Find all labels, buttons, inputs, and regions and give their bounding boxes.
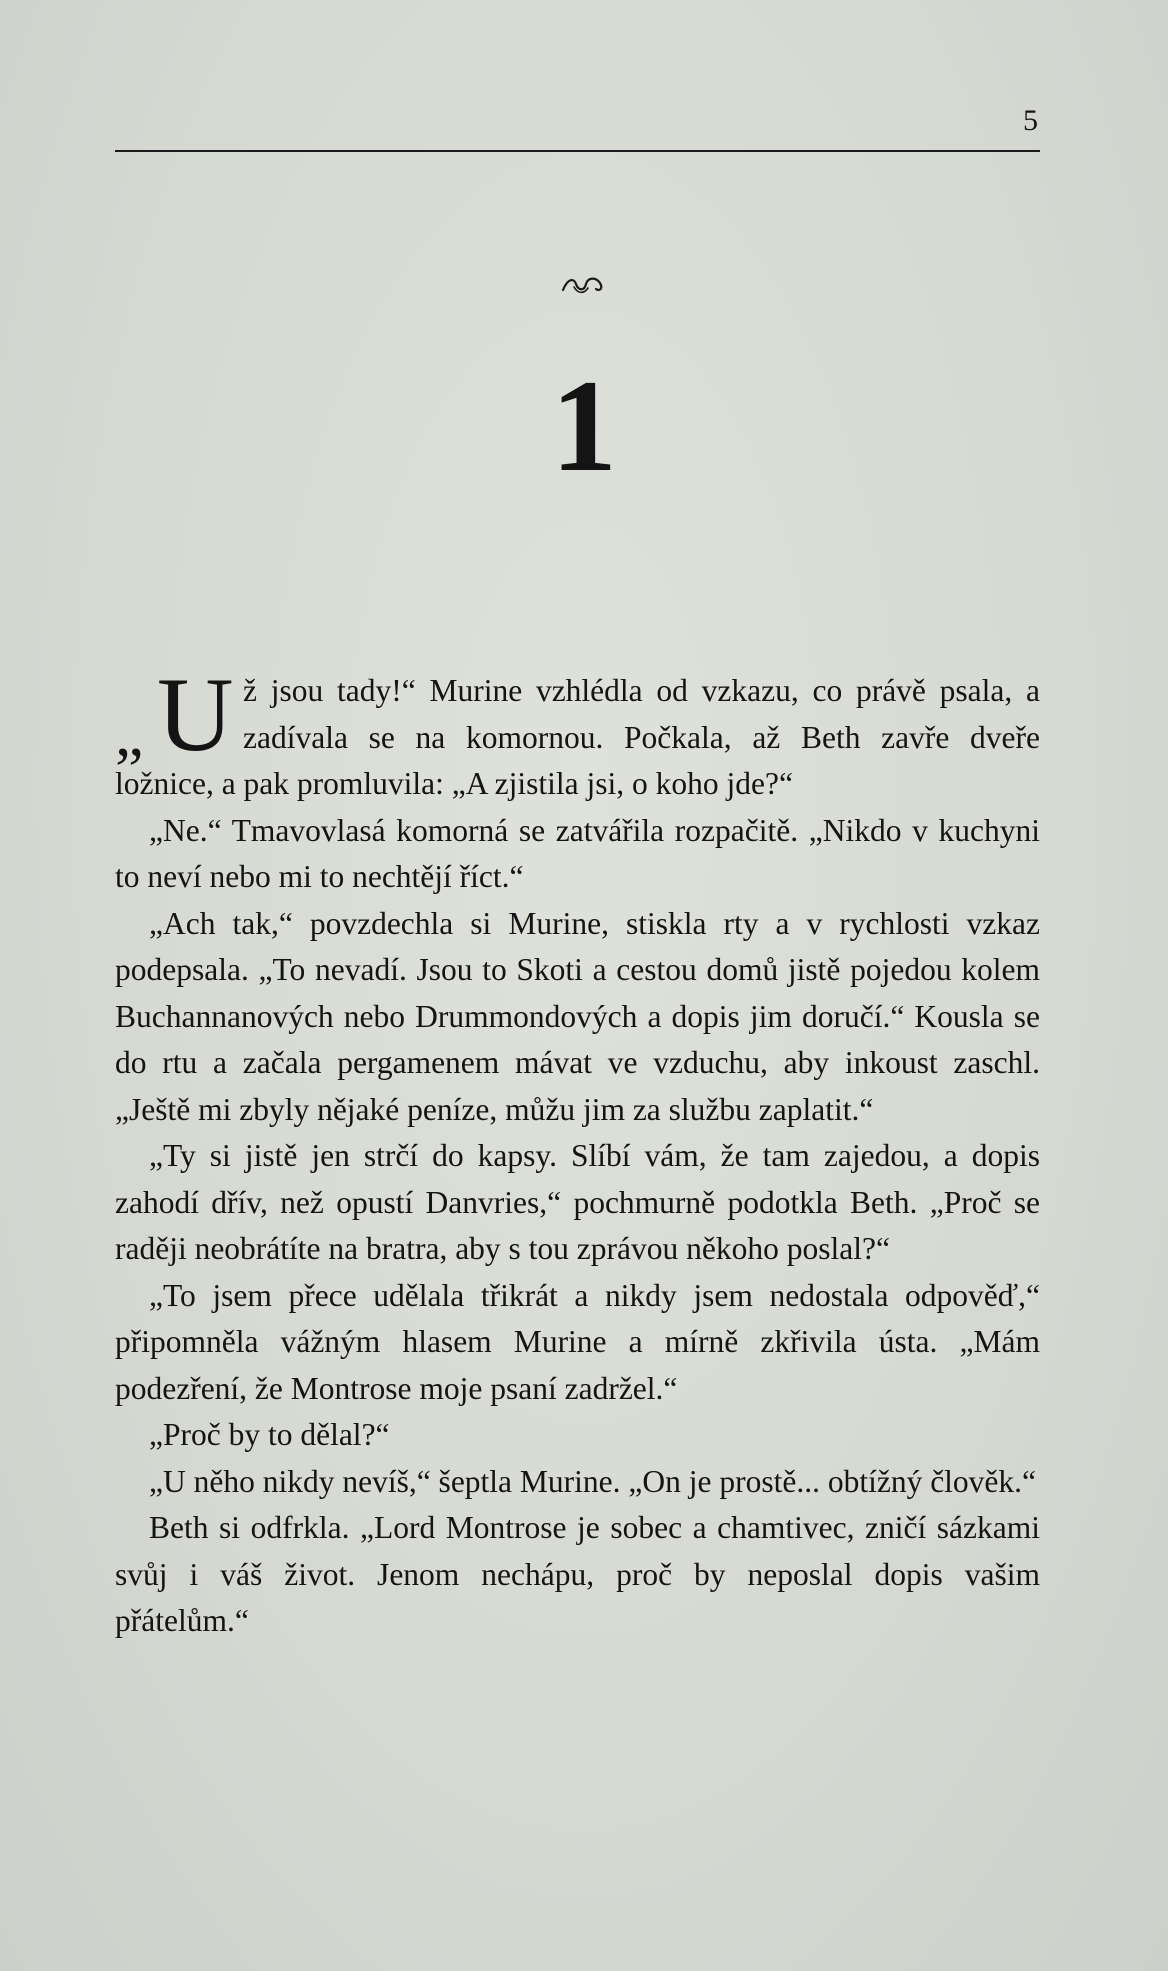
paragraph: Beth si odfrkla. „Lord Montrose je sobec a chamtivec, zničí sázkami svůj i váš život. Jenom nechápu, proč by neposlal dopis vašim přátelům.“ <box>115 1510 1040 1638</box>
paragraph: „Ach tak,“ povzdechla si Murine, stiskla rty a v rychlosti vzkaz podepsala. „To nevadí. Jsou to Skoti a cestou domů jistě pojedou kolem Buchannanových nebo Drummondových a dopis jim doručí.“ Kousla se do rtu a začala pergamenem mávat ve vzduchu, aby inkoust zaschl. „Ještě mi zbyly nějaké peníze, můžu jim za službu zaplatit.“ <box>115 905 1040 1127</box>
chapter-number: 1 <box>551 352 617 499</box>
paragraph: „Ty si jistě jen strčí do kapsy. Slíbí vám, že tam zajedou, a dopis zahodí dřív, než opustí Danvries,“ pochmurně podotkla Beth. „Proč se raději neobrátíte na bratra, aby s tou zprávou někoho poslal?“ <box>115 1138 1040 1266</box>
drop-cap <box>115 656 237 773</box>
paragraph: „Ne.“ Tmavovlasá komorná se zatvářila rozpačitě. „Nikdo v kuchyni to neví nebo mi to nechtějí říct.“ <box>115 812 1040 894</box>
paragraph-text: ž jsou tady!“ Murine vzhlédla od vzkazu, co právě psala, a zadívala se na komornou. Počkala, až Beth zavře dveře ložnice, a pak promluvila: „A zjistila jsi, o koho jde?“ <box>115 673 1040 801</box>
paragraph: „U něho nikdy nevíš,“ šeptla Murine. „On je prostě... obtížný člověk.“ <box>149 1463 1037 1499</box>
drop-cap-letter: U <box>157 656 234 773</box>
drop-cap-quote: „ <box>115 698 144 769</box>
header-rule <box>115 150 1040 152</box>
flourish-ornament-svg <box>560 274 608 296</box>
flourish-ornament-icon <box>0 274 1168 301</box>
chapter-body <box>115 656 1040 1645</box>
page-number: 5 <box>1023 104 1038 137</box>
paragraph: „To jsem přece udělala třikrát a nikdy jsem nedostala odpověď,“ připomněla vážným hlasem Murine a mírně zkřivila ústa. „Mám podezření, že Montrose moje psaní zadržel.“ <box>115 1277 1040 1406</box>
paragraph <box>115 656 1040 808</box>
paragraph: „Proč by to dělal?“ <box>149 1417 390 1452</box>
